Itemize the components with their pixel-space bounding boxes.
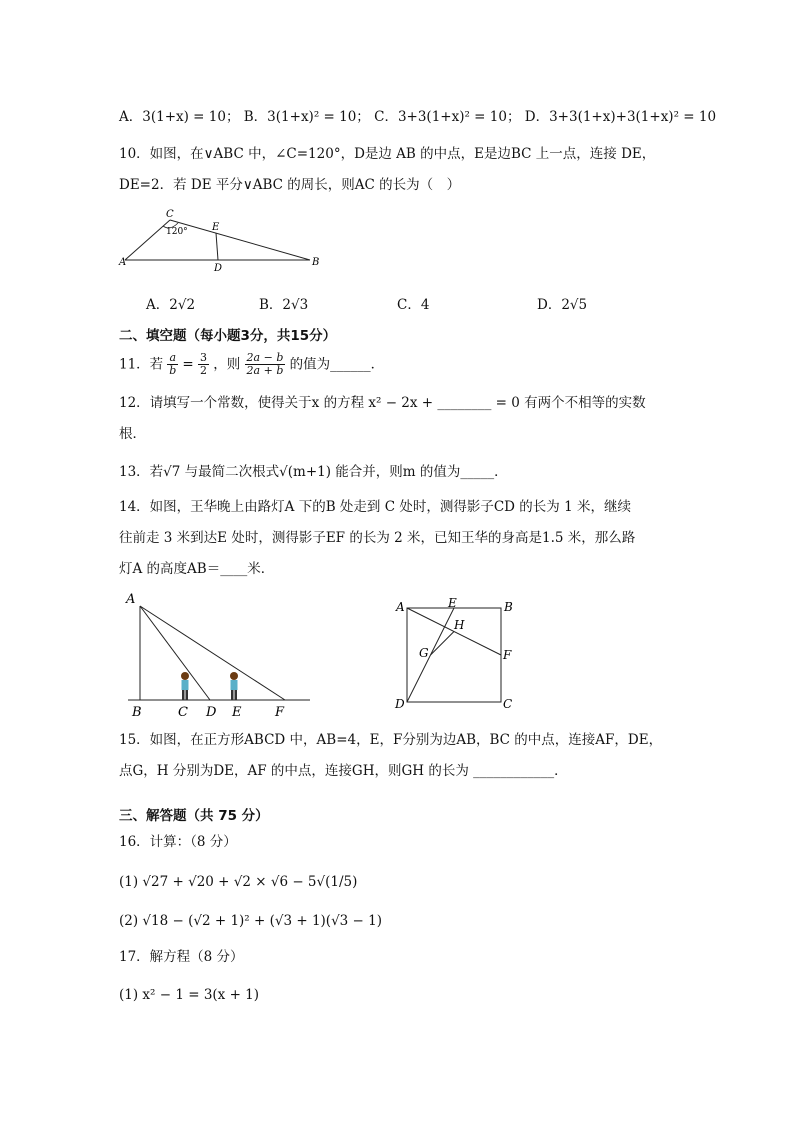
q15-label-c: C	[503, 697, 513, 711]
person-icon-at-e	[230, 672, 238, 700]
q10-line2: DE=2．若 DE 平分∨ABC 的周长，则AC 的长为（ ）	[119, 177, 461, 193]
q15-label-g: G	[419, 646, 429, 660]
q11-suffix: 的值为______．	[289, 356, 385, 373]
q10-triangle-figure	[115, 205, 325, 275]
q11-frac-3-2	[198, 352, 209, 377]
q14-label-d: D	[206, 705, 217, 720]
q15-label-b: B	[504, 600, 513, 614]
q14-line3: 灯A 的高度AB＝____米．	[119, 561, 275, 577]
q10-label-angle: 120°	[166, 227, 188, 237]
q16-part1: (1) √27 + √20 + √2 × √6 − 5√(1/5)	[119, 874, 358, 890]
q11-eq: =	[182, 356, 194, 373]
section3-heading: 三、解答题（共 75 分）	[119, 808, 269, 824]
q10-option-c: C．4	[397, 297, 430, 313]
q14-streetlight-figure	[120, 588, 320, 720]
q15-line2: 点G，H 分别为DE，AF 的中点，连接GH，则GH 的长为 ____________．	[119, 763, 568, 779]
q14-label-e: E	[232, 705, 242, 720]
q15-label-f: F	[503, 648, 512, 662]
q15-square-figure	[392, 596, 522, 714]
q11-frac1-num: a	[169, 351, 177, 364]
q9-options	[119, 107, 716, 127]
q17-title: 17．解方程（8 分）	[119, 949, 244, 965]
q14-label-f: F	[275, 705, 285, 720]
q14-line1: 14．如图，王华晚上由路灯A 下的B 处走到 C 处时，测得影子CD 的长为 1 米，继续	[119, 499, 631, 515]
q15-label-e: E	[448, 596, 457, 610]
q15-label-d: D	[395, 697, 405, 711]
q10-label-e: E	[212, 222, 220, 233]
q10-label-a: A	[119, 257, 127, 268]
q11-frac1-den: b	[169, 364, 177, 377]
q13: 13．若√7 与最简二次根式√(m+1) 能合并，则m 的值为_____．	[119, 464, 508, 480]
q14-label-a: A	[126, 592, 136, 607]
q15-label-a: A	[396, 600, 405, 614]
q11-mid: ，则	[213, 356, 241, 373]
q14-line2: 往前走 3 米到达E 处时，测得影子EF 的长为 2 米，已知王华的身高是1.5 米，那么路	[119, 530, 636, 546]
q17-part1: (1) x² − 1 = 3(x + 1)	[119, 987, 260, 1003]
q11-prefix: 11．若	[119, 356, 164, 373]
q11	[119, 352, 384, 377]
q16-title: 16．计算：（8 分）	[119, 834, 237, 850]
q11-frac-expr	[245, 352, 286, 377]
q11-frac3-den: 2a + b	[246, 364, 284, 377]
q12-line1: 12．请填写一个常数，使得关于x 的方程 x² − 2x + ________ = 0 有两个不相等的实数	[119, 395, 646, 411]
q9-option-a: A．3(1+x) = 10；	[119, 109, 240, 125]
q11-frac3-num: 2a − b	[246, 351, 284, 364]
q10-option-a: A．2√2	[146, 297, 196, 313]
q11-frac-a-b	[167, 352, 178, 377]
q10-label-d: D	[214, 263, 223, 274]
q11-frac2-den: 2	[199, 364, 207, 377]
person-icon-at-c	[181, 672, 189, 700]
q11-frac2-num: 3	[199, 351, 207, 364]
q10-line1: 10．如图，在∨ABC 中，∠C=120°，D是边 AB 的中点，E是边BC 上一点，连接 DE，	[119, 146, 656, 162]
q10-option-b: B．2√3	[259, 297, 309, 313]
q10-label-b: B	[312, 257, 320, 268]
q14-label-b: B	[132, 705, 142, 720]
q10-label-c: C	[166, 209, 174, 220]
section2-heading: 二、填空题（每小题3分，共15分）	[119, 328, 337, 344]
q9-option-c: C．3+3(1+x)² = 10；	[374, 109, 521, 125]
q12-line2: 根．	[119, 426, 146, 442]
q10-option-d: D．2√5	[537, 297, 588, 313]
q14-label-c: C	[178, 705, 188, 720]
q15-line1: 15．如图，在正方形ABCD 中，AB=4，E，F分别为边AB，BC 的中点，连接AF，DE，	[119, 732, 663, 748]
q15-label-h: H	[454, 618, 465, 632]
q9-option-d: D．3+3(1+x)+3(1+x)² = 10	[524, 109, 717, 125]
q9-option-b: B．3(1+x)² = 10；	[243, 109, 370, 125]
q16-part2: (2) √18 − (√2 + 1)² + (√3 + 1)(√3 − 1)	[119, 913, 383, 929]
